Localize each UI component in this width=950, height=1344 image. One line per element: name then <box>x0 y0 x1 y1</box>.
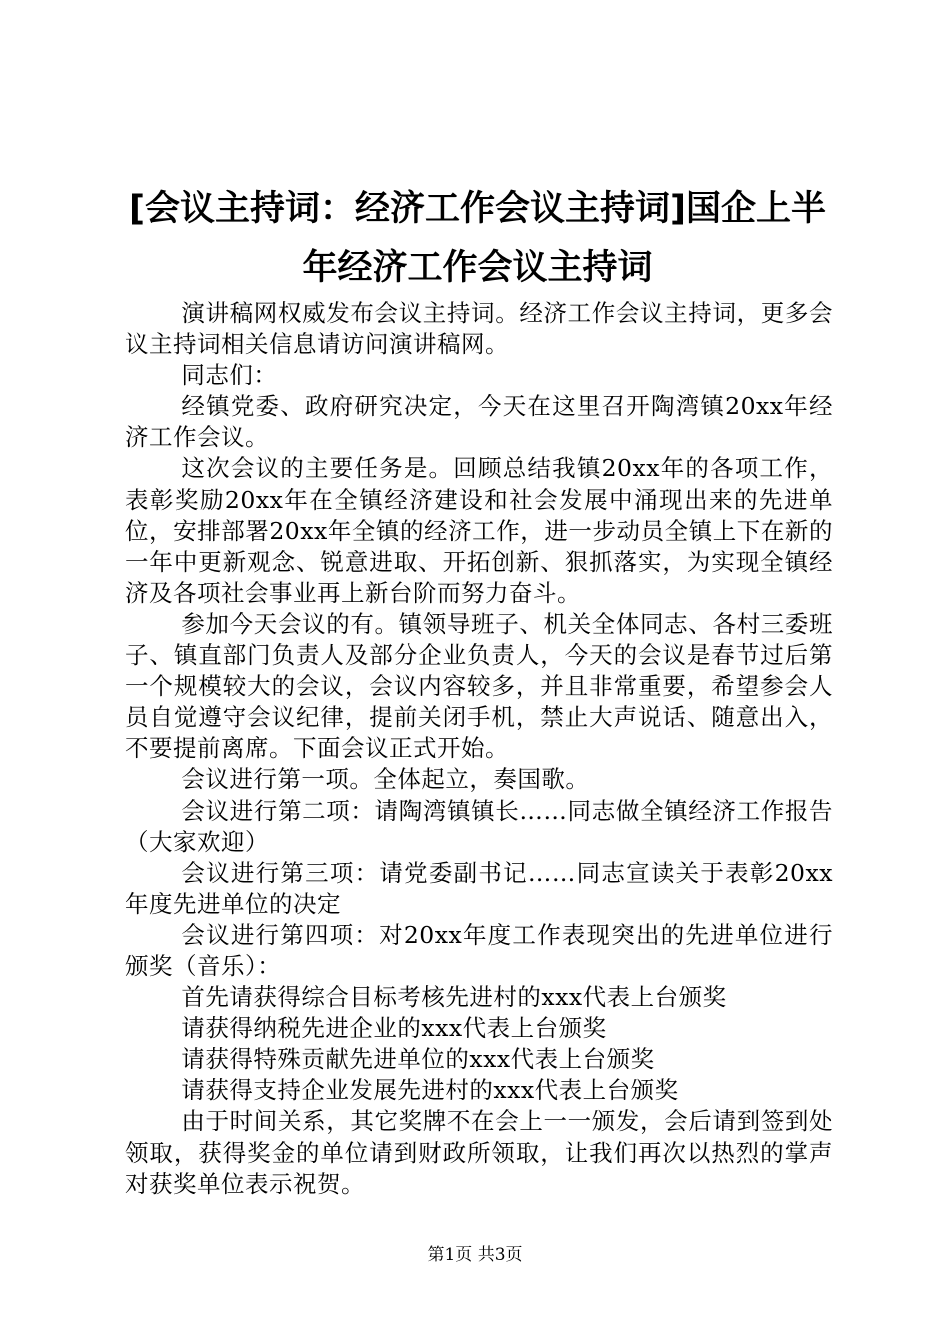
title-line-1: [会议主持词：经济工作会议主持词]国企上半 <box>129 189 826 229</box>
paragraph-item-2: 会议进行第二项：请陶湾镇镇长……同志做全镇经济工作报告（大家欢迎） <box>125 796 833 856</box>
paragraph-intro: 演讲稿网权威发布会议主持词。经济工作会议主持词，更多会议主持词相关信息请访问演讲稿网。 <box>125 299 833 359</box>
paragraph-item-4: 会议进行第四项：对20xx年度工作表现突出的先进单位进行颁奖（音乐）： <box>125 920 833 980</box>
paragraph-item-1: 会议进行第一项。全体起立，奏国歌。 <box>181 765 590 794</box>
paragraph-award-2: 请获得纳税先进企业的xxx代表上台颁奖 <box>181 1014 607 1043</box>
paragraph-award-1: 首先请获得综合目标考核先进村的xxx代表上台颁奖 <box>181 983 727 1012</box>
document-body <box>125 298 833 1200</box>
page-footer <box>0 1244 950 1266</box>
page-number: 第1页 共3页 <box>427 1245 523 1265</box>
paragraph-attendees: 参加今天会议的有。镇领导班子、机关全体同志、各村三委班子、镇直部门负责人及部分企业负责人，今天的会议是春节过后第一个规模较大的会议，会议内容较多，并且非常重要，希望参会人员自觉遵守会议纪律，提前关闭手机，禁止大声说话、随意出入，不要提前离席。下面会议正式开始。 <box>125 609 833 763</box>
paragraph-announcement: 经镇党委、政府研究决定，今天在这里召开陶湾镇20xx年经济工作会议。 <box>125 392 833 452</box>
paragraph-closing: 由于时间关系，其它奖牌不在会上一一颁发，会后请到签到处领取，获得奖金的单位请到财政所领取，让我们再次以热烈的掌声对获奖单位表示祝贺。 <box>125 1107 833 1198</box>
paragraph-award-3: 请获得特殊贡献先进单位的xxx代表上台颁奖 <box>181 1045 655 1074</box>
paragraph-salutation: 同志们： <box>181 361 278 390</box>
title-line-2: 年经济工作会议主持词 <box>302 248 653 288</box>
document-title <box>125 180 830 298</box>
paragraph-main-tasks: 这次会议的主要任务是。回顾总结我镇20xx年的各项工作，表彰奖励20xx年在全镇经济建设和社会发展中涌现出来的先进单位，安排部署20xx年全镇的经济工作，进一步动员全镇上下在新的一年中更新观念、锐意进取、开拓创新、狠抓落实，为实现全镇经济及各项社会事业再上新台阶而努力奋斗。 <box>125 454 833 607</box>
paragraph-item-3: 会议进行第三项：请党委副书记……同志宣读关于表彰20xx年度先进单位的决定 <box>125 858 833 918</box>
paragraph-award-4: 请获得支持企业发展先进村的xxx代表上台颁奖 <box>181 1076 679 1105</box>
